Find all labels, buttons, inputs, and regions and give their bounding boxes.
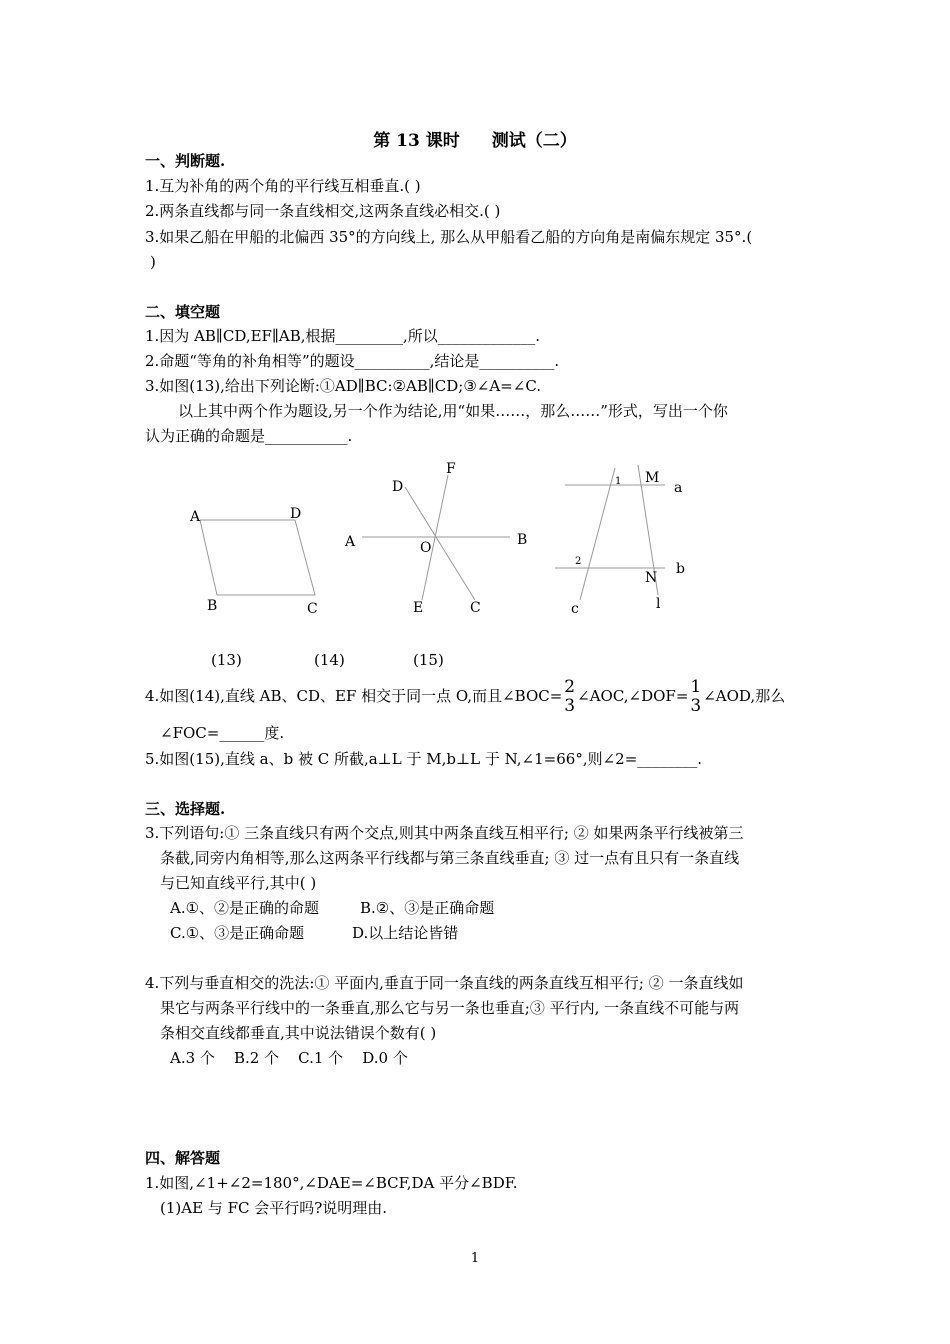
s1-question-3: 3.如果乙船在甲船的北偏西 35°的方向线上, 那么从甲船看乙船的方向角是南偏东规定 35°.( bbox=[145, 228, 753, 246]
q4-text-a: 4.如图(14),直线 AB、CD、EF 相交于同一点 O,而且∠BOC= bbox=[145, 687, 563, 705]
s1-question-3-paren: ) bbox=[150, 253, 156, 271]
s2-question-3: 3.如图(13),给出下列论断:①AD∥BC:②AB∥CD;③∠A=∠C. bbox=[145, 377, 542, 395]
s3-q4-options: A.3 个 B.2 个 C.1 个 D.0 个 bbox=[170, 1049, 408, 1067]
f15-label-l: l bbox=[656, 596, 661, 612]
f15-label-angle-1: 1 bbox=[615, 476, 622, 487]
f15-label-b: b bbox=[676, 561, 685, 577]
s3-q3-option-d: D.以上结论皆错 bbox=[352, 924, 459, 942]
f13-label-b: B bbox=[207, 598, 218, 614]
f15-label-n: N bbox=[645, 570, 658, 586]
s3-question-4: 4.下列与垂直相交的洗法:① 平面内,垂直于同一条直线的两条直线互相平行; ② 一条直线如 bbox=[145, 974, 744, 992]
f14-label-e: E bbox=[413, 600, 424, 616]
s2-question-5: 5.如图(15),直线 a、b 被 C 所截,a⊥L 于 M,b⊥L 于 N,∠1=66°,则∠2=________. bbox=[145, 750, 703, 768]
f14-label-a: A bbox=[345, 534, 356, 550]
parallelogram-abcd bbox=[200, 520, 315, 595]
section3-heading: 三、选择题. bbox=[145, 800, 226, 818]
f15-label-angle-2: 2 bbox=[575, 556, 582, 567]
line-dc bbox=[405, 487, 475, 600]
s3-question-4-line3: 条相交直线都垂直,其中说法错误个数有( ) bbox=[160, 1024, 437, 1042]
s3-question-4-line2: 果它与两条平行线中的一条垂直,那么它与另一条也垂直;③ 平行内, 一条直线不可能与两 bbox=[160, 999, 740, 1017]
s1-question-2: 2.两条直线都与同一条直线相交,这两条直线必相交.( ) bbox=[145, 202, 501, 220]
page-title bbox=[0, 126, 950, 151]
fraction-denominator: 3 bbox=[564, 696, 576, 716]
f14-label-o: O bbox=[420, 540, 432, 556]
figure-14 bbox=[340, 455, 540, 620]
s4-question-1-sub: (1)AE 与 FC 会平行吗?说明理由. bbox=[160, 1199, 388, 1217]
section2-heading: 二、填空题 bbox=[145, 303, 221, 321]
f15-label-a: a bbox=[674, 480, 683, 496]
fraction-one-third bbox=[690, 678, 701, 716]
s2-question-4 bbox=[145, 673, 785, 719]
s2-question-2: 2.命题“等角的补角相等”的题设__________,结论是__________. bbox=[145, 352, 560, 370]
s3-question-3-line2: 条截,同旁内角相等,那么这两条平行线都与第三条直线垂直; ③ 过一点有且只有一条直线 bbox=[160, 849, 740, 867]
s3-q3-option-c: C.①、③是正确命题 bbox=[170, 924, 305, 942]
fig15-caption: (15) bbox=[413, 651, 444, 669]
page-number: 1 bbox=[470, 1251, 480, 1266]
f14-label-f: F bbox=[446, 461, 456, 477]
figure-15 bbox=[550, 460, 700, 620]
figure-13 bbox=[185, 500, 325, 620]
f14-label-c: C bbox=[470, 600, 481, 616]
section4-heading: 四、解答题 bbox=[145, 1149, 221, 1167]
line-c bbox=[580, 468, 615, 600]
s4-question-1: 1.如图,∠1+∠2=180°,∠DAE=∠BCF,DA 平分∠BDF. bbox=[145, 1174, 518, 1192]
test-name: 测试（二） bbox=[491, 131, 577, 151]
s3-question-3: 3.下列语句:① 三条直线只有两个交点,则其中两条直线互相平行; ② 如果两条平行线被第三 bbox=[145, 824, 744, 842]
s1-question-1: 1.互为补角的两个角的平行线互相垂直.( ) bbox=[145, 177, 421, 195]
f15-label-c: c bbox=[571, 601, 579, 617]
q4-text-c: ∠AOD,那么 bbox=[703, 687, 786, 705]
section1-heading: 一、判断题. bbox=[145, 152, 226, 170]
f15-label-m: M bbox=[645, 470, 660, 486]
s2-question-3-line3: 认为正确的命题是___________. bbox=[145, 427, 353, 445]
fraction-numerator: 1 bbox=[690, 677, 702, 697]
f13-label-d: D bbox=[290, 506, 302, 522]
s3-q3-option-a: A.①、②是正确的命题 bbox=[170, 899, 320, 917]
f13-label-a: A bbox=[190, 509, 201, 525]
fraction-two-thirds bbox=[564, 678, 575, 716]
f14-label-d: D bbox=[392, 479, 404, 495]
fig13-caption: (13) bbox=[211, 651, 242, 669]
fraction-numerator: 2 bbox=[564, 677, 576, 697]
lesson-label: 第 13 课时 bbox=[373, 131, 460, 151]
s3-question-3-line3: 与已知直线平行,其中( ) bbox=[160, 874, 317, 892]
s2-question-3-line2: 以上其中两个作为题设,另一个作为结论,用“如果……，那么……”形式，写出一个你 bbox=[178, 402, 728, 420]
f14-label-b: B bbox=[517, 532, 528, 548]
q4-text-b: ∠AOC,∠DOF= bbox=[577, 687, 689, 705]
s3-q3-option-b: B.②、③是正确命题 bbox=[360, 899, 495, 917]
s2-question-4-line2: ∠FOC=______度. bbox=[160, 724, 285, 742]
s2-question-1: 1.因为 AB∥CD,EF∥AB,根据_________,所以_____________. bbox=[145, 327, 541, 345]
fig14-caption: (14) bbox=[314, 651, 345, 669]
f13-label-c: C bbox=[307, 601, 318, 617]
fraction-denominator: 3 bbox=[690, 696, 702, 716]
